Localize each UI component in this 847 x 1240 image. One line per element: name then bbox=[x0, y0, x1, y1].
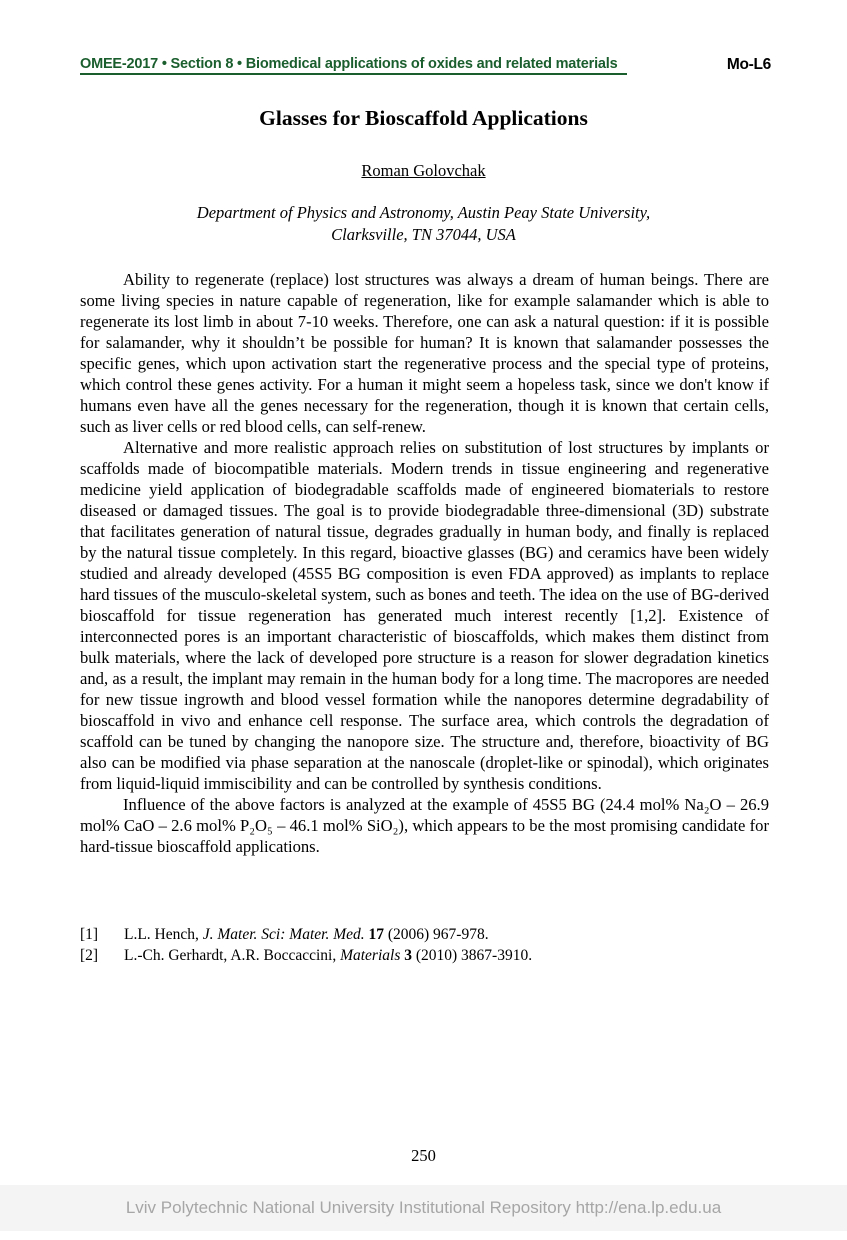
conference-section-heading: OMEE-2017 • Section 8 • Biomedical applications of oxides and related materials bbox=[80, 56, 627, 75]
abstract-paragraph: Influence of the above factors is analyzed at the example of 45S5 BG (24.4 mol% Na₂O – 26.9 mol% CaO – 2.6 mol% P₂O₅ – 46.1 mol% SiO₂), which appears to be the most promising candidate for hard-tissue bioscaffold applications. bbox=[80, 795, 769, 856]
reference-volume: 3 bbox=[400, 946, 412, 964]
reference-label: [2] bbox=[80, 946, 99, 964]
reference-item bbox=[80, 946, 769, 967]
reference-authors: L.L. Hench, bbox=[124, 926, 203, 943]
author-affiliation bbox=[0, 202, 847, 246]
reference-journal: Materials bbox=[340, 946, 401, 964]
reference-authors: L.-Ch. Gerhardt, A.R. Boccaccini, bbox=[124, 946, 341, 964]
author-name: Roman Golovchak bbox=[361, 161, 486, 180]
reference-journal: J. Mater. Sci: Mater. Med. bbox=[202, 926, 365, 943]
reference-list bbox=[80, 925, 769, 966]
abstract-paragraph: Ability to regenerate (replace) lost structures was always a dream of human beings. There are some living species in nature capable of regeneration, like for example salamander which is able to regenerate its lost limb in about 7-10 weeks. Therefore, one can ask a natural question: if it is possible for salamander, why it shouldn’t be possible for human? It is known that salamander possesses the specific genes, which upon activation start the regenerative process and the special type of proteins, which control these genes activity. For a human it might seem a hopeless task, since we don't know if humans even have all the genes necessary for the regeneration, though it is known that certain cells, such as liver cells or red blood cells, can self-renew. bbox=[80, 270, 769, 436]
abstract-text bbox=[80, 269, 769, 857]
affiliation-line-2: Clarksville, TN 37044, USA bbox=[331, 225, 516, 244]
reference-item bbox=[80, 925, 769, 946]
reference-pages: (2006) 967-978. bbox=[383, 926, 489, 943]
reference-citation bbox=[124, 925, 489, 946]
paper-code: Mo-L6 bbox=[726, 56, 771, 73]
reference-pages: (2010) 3867-3910. bbox=[411, 946, 533, 964]
repository-footer-bar bbox=[0, 1185, 847, 1231]
page-header bbox=[80, 56, 771, 75]
page-number: 250 bbox=[411, 1146, 436, 1165]
affiliation-line-1: Department of Physics and Astronomy, Austin Peay State University, bbox=[196, 203, 651, 222]
reference-label: [1] bbox=[80, 926, 99, 943]
repository-footer-text: Lviv Polytechnic National University Institutional Repository http://ena.lp.edu.ua bbox=[125, 1198, 722, 1217]
reference-volume: 17 bbox=[364, 926, 384, 943]
reference-citation bbox=[124, 946, 532, 967]
abstract-paragraph: Alternative and more realistic approach relies on substitution of lost structures by implants or scaffolds made of biocompatible materials. Modern trends in tissue engineering and regenerative medicine yield application of biodegradable scaffolds made of engineered biomaterials to restore diseased or damaged tissues. The goal is to provide biodegradable three-dimensional (3D) substrate that facilitates generation of natural tissue, degrades gradually in human body, and finally is replaced by the natural tissue completely. In this regard, bioactive glasses (BG) and ceramics have been widely studied and already developed (45S5 BG composition is even FDA approved) as implants to replace hard tissues of the musculo-skeletal system, such as bones and teeth. The idea on the use of BG-derived bioscaffold for tissue regeneration has generated much interest recently [1,2]. Existence of interconnected pores is an important characteristic of bioscaffolds, which makes them distinct from bulk materials, where the lack of developed pore structure is a reason for slower degradation kinetics and, as a result, the implant may remain in the human body for a long time. The macropores are needed for new tissue ingrowth and blood vessel formation while the nanopores determine degradability of bioscaffold in vivo and enhance cell response. The surface area, which controls the degradation of scaffold can be tuned by changing the nanopore size. The structure and, therefore, bioactivity of BG also can be modified via phase separation at the nanoscale (droplet-like or spinodal), which originates from liquid-liquid immiscibility and can be controlled by synthesis conditions. bbox=[80, 438, 769, 793]
page-title: Glasses for Bioscaffold Applications bbox=[259, 106, 588, 130]
